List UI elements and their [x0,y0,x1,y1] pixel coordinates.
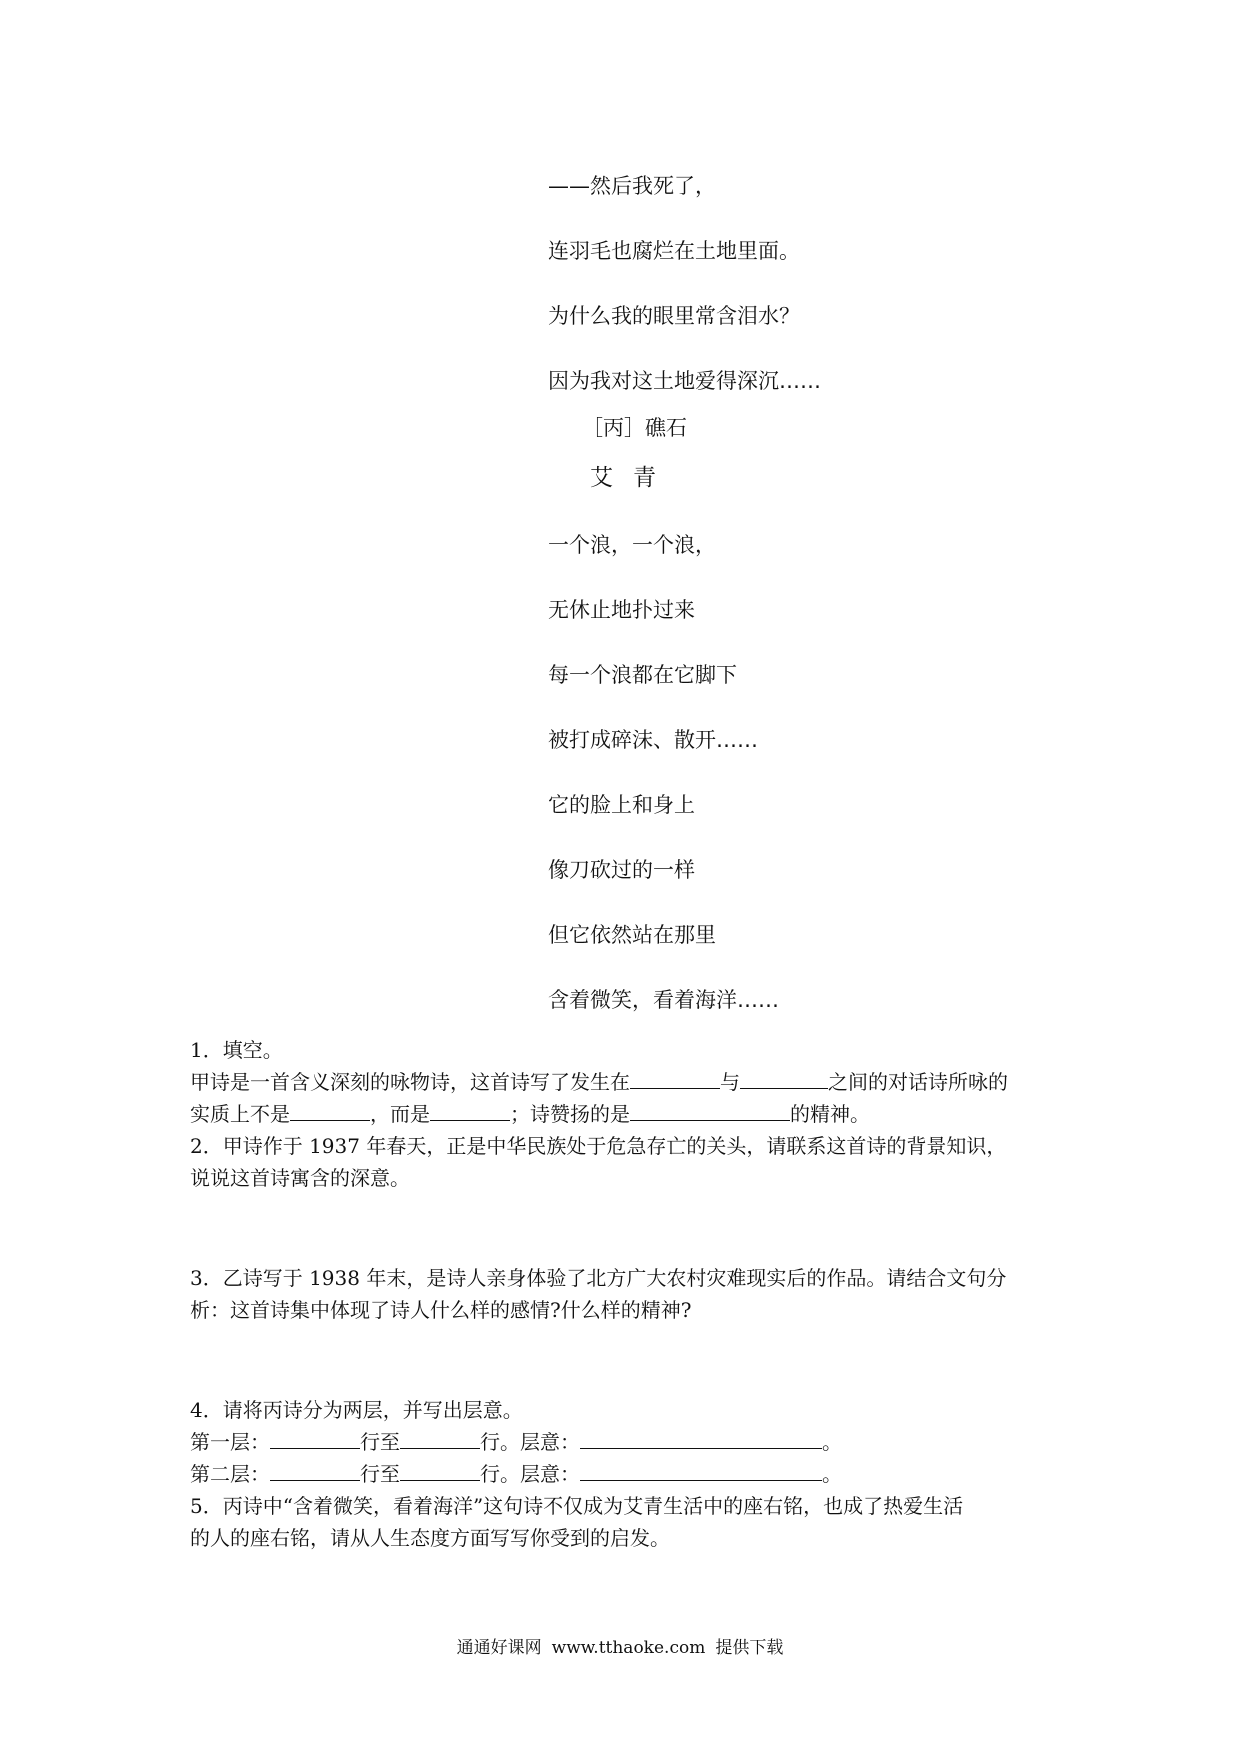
poem-line: 因为我对这土地爱得深沉…… [548,369,821,393]
question-2-line: 2．甲诗作于 1937 年春天，正是中华民族处于危急存亡的关头，请联系这首诗的背景知识， [190,1134,1007,1158]
question-1-line [190,1098,1060,1130]
poem-line: 像刀砍过的一样 [548,858,695,882]
poem-line: 每一个浪都在它脚下 [548,663,737,687]
question-text: 的精神。 [790,1102,870,1126]
question-text: 第二层： [190,1462,270,1486]
answer-blank[interactable] [290,1100,370,1121]
answer-blank[interactable] [430,1100,510,1121]
question-text: 。 [822,1430,842,1454]
footer-suffix: 提供下载 [715,1638,784,1658]
poem-author: 艾青 [590,465,676,491]
question-4-heading: 4．请将丙诗分为两层，并写出层意。 [190,1398,523,1422]
poem-line: 无休止地扑过来 [548,598,695,622]
footer-site-name: 通通好课网 [456,1638,542,1658]
question-text: 行。层意： [480,1430,580,1454]
question-4-layer-1 [190,1426,1060,1458]
answer-blank[interactable] [740,1068,828,1089]
poem-line: 含着微笑，看着海洋…… [548,988,779,1012]
answer-blank[interactable] [580,1460,822,1481]
question-3-line: 3．乙诗写于 1938 年末，是诗人亲身体验了北方广大农村灾难现实后的作品。请结合文句分 [190,1266,1007,1290]
question-5-line: 5．丙诗中“含着微笑，看着海洋”这句诗不仅成为艾青生活中的座右铭，也成了热爱生活 [190,1494,964,1518]
answer-blank[interactable] [580,1428,822,1449]
poem-line: 连羽毛也腐烂在土地里面。 [548,239,800,263]
poem-line: 它的脸上和身上 [548,793,695,817]
question-text: 行。层意： [480,1462,580,1486]
poem-line: 一个浪，一个浪， [548,533,716,557]
question-text: 第一层： [190,1430,270,1454]
poem-line: 为什么我的眼里常含泪水？ [548,304,800,328]
question-3-line: 析：这首诗集中体现了诗人什么样的感情?什么样的精神? [190,1298,692,1322]
poem-line: 被打成碎沫、散开…… [548,728,758,752]
answer-blank[interactable] [270,1460,360,1481]
question-text: 之间的对话诗所咏的 [828,1070,1008,1094]
answer-blank[interactable] [630,1068,720,1089]
poem-line: 但它依然站在那里 [548,923,716,947]
question-text: 。 [822,1462,842,1486]
poem-line: ——然后我死了， [548,174,716,198]
question-text: 实质上不是 [190,1102,290,1126]
question-2-line: 说说这首诗寓含的深意。 [190,1166,410,1190]
question-text: 甲诗是一首含义深刻的咏物诗，这首诗写了发生在 [190,1070,630,1094]
question-1-line [190,1066,1060,1098]
question-text: ；诗赞扬的是 [510,1102,630,1126]
question-1-heading: 1．填空。 [190,1038,283,1062]
question-5-line: 的人的座右铭，请从人生态度方面写写你受到的启发。 [190,1526,670,1550]
poem-title: ［丙］礁石 [582,416,687,440]
question-text: 行至 [360,1430,400,1454]
answer-blank[interactable] [270,1428,360,1449]
answer-blank[interactable] [630,1100,790,1121]
footer-url-link[interactable]: www.tthaoke.com [551,1638,706,1658]
question-text: 行至 [360,1462,400,1486]
question-4-layer-2 [190,1458,1060,1490]
answer-blank[interactable] [400,1428,480,1449]
question-text: ，而是 [370,1102,430,1126]
question-text: 与 [720,1070,740,1094]
answer-blank[interactable] [400,1460,480,1481]
page-footer [0,1636,1240,1660]
